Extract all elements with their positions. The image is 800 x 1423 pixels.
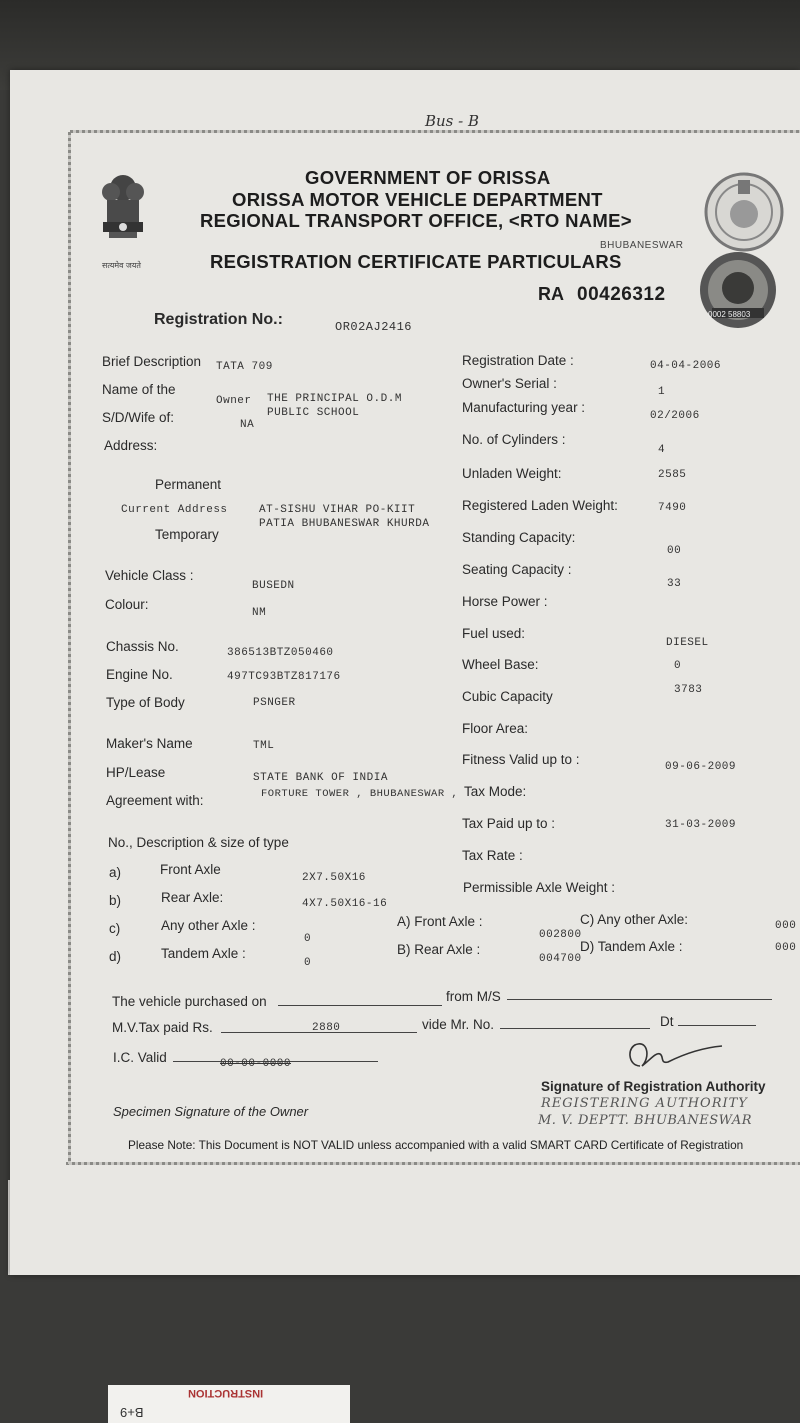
vide-label: vide Mr. No. xyxy=(422,1017,495,1032)
bottom-border xyxy=(66,1162,800,1165)
reg-date-label: Registration Date : xyxy=(462,353,574,368)
authority-signature-icon xyxy=(620,1036,730,1076)
axle-a-letter: a) xyxy=(109,865,122,880)
from-label: from M/S xyxy=(446,989,501,1004)
mvtax-value: 2880 xyxy=(312,1022,341,1034)
wheelbase-value: 0 xyxy=(674,660,682,672)
axle-b-letter: b) xyxy=(109,893,122,908)
hologram-number: 0002 58803 xyxy=(708,310,751,319)
vehicle-class-label: Vehicle Class : xyxy=(105,568,194,583)
current-address-label: Current Address xyxy=(121,504,228,516)
tax-paid-label: Tax Paid up to : xyxy=(462,816,556,831)
office-stamp: BHUBANESWAR xyxy=(600,240,684,251)
maker-value: TML xyxy=(253,740,275,752)
top-border xyxy=(70,130,800,133)
colour-value: NM xyxy=(252,607,267,619)
tax-paid-value: 31-03-2009 xyxy=(665,819,737,831)
owner-serial-value: 1 xyxy=(658,386,666,398)
mfg-year-value: 02/2006 xyxy=(650,410,700,422)
brief-description-value: TATA 709 xyxy=(216,361,273,373)
chassis-value: 386513BTZ050460 xyxy=(227,647,334,659)
cubic-capacity-value: 3783 xyxy=(674,684,703,696)
unladen-label: Unladen Weight: xyxy=(462,466,562,481)
vehicle-class-value: BUSEDN xyxy=(252,580,295,592)
axle-weight-label: Permissible Axle Weight : xyxy=(463,880,616,895)
owner-value-2: PUBLIC SCHOOL xyxy=(267,407,360,419)
dt-line xyxy=(678,1025,756,1026)
body-type-value: PSNGER xyxy=(253,697,296,709)
axle-a-label: Front Axle xyxy=(160,862,221,877)
tax-rate-label: Tax Rate : xyxy=(462,848,523,863)
left-border xyxy=(68,132,71,1164)
address-label: Address: xyxy=(104,438,158,453)
instruction-card xyxy=(108,1385,350,1423)
certificate-title: REGISTRATION CERTIFICATE PARTICULARS xyxy=(210,251,622,272)
purchased-line xyxy=(278,1005,442,1006)
handwritten-note: Bus - B xyxy=(425,112,480,130)
hp-lease-label: HP/Lease xyxy=(106,765,166,780)
floor-area-label: Floor Area: xyxy=(462,721,529,736)
validity-note: Please Note: This Document is NOT VALID unless accompanied with a valid SMART CARD Certificate of Registration xyxy=(128,1138,744,1152)
national-emblem-icon xyxy=(95,170,151,260)
registration-label: Registration No.: xyxy=(154,311,283,328)
ic-valid-value: 00-00-0000 xyxy=(220,1058,292,1070)
tandem-axle-weight-value: 000 xyxy=(775,942,797,954)
state-seal-icon xyxy=(702,170,786,254)
authority-stamp-line-2: M. V. DEPTT. BHUBANESWAR xyxy=(538,1113,753,1128)
sdw-label: S/D/Wife of: xyxy=(102,410,175,425)
axle-c-letter: c) xyxy=(109,921,121,936)
maker-label: Maker's Name xyxy=(106,736,193,751)
header-line-2: ORISSA MOTOR VEHICLE DEPARTMENT xyxy=(232,189,603,210)
rear-axle-weight-label: B) Rear Axle : xyxy=(397,942,481,957)
fitness-label: Fitness Valid up to : xyxy=(462,752,580,767)
body-type-label: Type of Body xyxy=(106,695,185,710)
permanent-label: Permanent xyxy=(155,477,222,492)
unladen-value: 2585 xyxy=(658,469,687,481)
seating-value: 33 xyxy=(667,578,682,590)
cylinders-value: 4 xyxy=(658,444,666,456)
standing-value: 00 xyxy=(667,545,682,557)
mvtax-label: M.V.Tax paid Rs. xyxy=(112,1020,213,1035)
cubic-capacity-label: Cubic Capacity xyxy=(462,689,553,704)
standing-label: Standing Capacity: xyxy=(462,530,576,545)
axle-d-value: 0 xyxy=(304,957,312,969)
tandem-axle-weight-label: D) Tandem Axle : xyxy=(580,939,683,954)
fuel-label: Fuel used: xyxy=(462,626,526,641)
axle-c-value: 0 xyxy=(304,933,312,945)
address-value-2: PATIA BHUBANESWAR KHURDA xyxy=(259,518,430,530)
owner-value-1: THE PRINCIPAL O.D.M xyxy=(267,393,402,405)
colour-label: Colour: xyxy=(105,597,149,612)
emblem-caption: सत्यमेव जयते xyxy=(102,261,141,270)
mfg-year-label: Manufacturing year : xyxy=(462,400,586,415)
ic-valid-label: I.C. Valid xyxy=(113,1050,167,1065)
reg-date-value: 04-04-2006 xyxy=(650,360,722,372)
purchased-label: The vehicle purchased on xyxy=(112,994,267,1009)
owner-serial-label: Owner's Serial : xyxy=(462,376,557,391)
axle-a-value: 2X7.50X16 xyxy=(302,872,366,884)
ra-prefix: RA xyxy=(538,284,564,304)
engine-label: Engine No. xyxy=(106,667,173,682)
agreement-label: Agreement with: xyxy=(106,793,204,808)
authority-stamp-line-1: REGISTERING AUTHORITY xyxy=(541,1096,748,1111)
axle-b-label: Rear Axle: xyxy=(161,890,224,905)
tyres-label: No., Description & size of type xyxy=(108,835,289,850)
fitness-value: 09-06-2009 xyxy=(665,761,737,773)
axle-d-label: Tandem Axle : xyxy=(161,946,246,961)
fuel-value: DIESEL xyxy=(666,637,709,649)
brief-description-label: Brief Description xyxy=(102,354,202,369)
sdw-value: NA xyxy=(240,419,255,431)
instruction-card-code: B+9 xyxy=(120,1405,144,1420)
dt-label: Dt xyxy=(660,1014,674,1029)
address-value-1: AT-SISHU VIHAR PO-KIIT xyxy=(259,504,416,516)
registration-value: OR02AJ2416 xyxy=(335,320,413,334)
authority-signature-label: Signature of Registration Authority xyxy=(541,1079,766,1094)
laden-value: 7490 xyxy=(658,502,687,514)
from-line xyxy=(507,999,772,1000)
wheelbase-label: Wheel Base: xyxy=(462,657,539,672)
tax-mode-label: Tax Mode: xyxy=(464,784,527,799)
certificate-page xyxy=(10,70,800,1275)
engine-value: 497TC93BTZ817176 xyxy=(227,671,341,683)
instruction-card-title: INSTRUCTION xyxy=(188,1387,264,1399)
header-line-3: REGIONAL TRANSPORT OFFICE, <RTO NAME> xyxy=(200,210,632,231)
axle-b-value: 4X7.50X16-16 xyxy=(302,898,388,910)
horse-power-label: Horse Power : xyxy=(462,594,548,609)
other-axle-weight-label: C) Any other Axle: xyxy=(580,912,689,927)
axle-d-letter: d) xyxy=(109,949,122,964)
rear-axle-weight-value: 004700 xyxy=(539,953,582,965)
chassis-label: Chassis No. xyxy=(106,639,179,654)
cylinders-label: No. of Cylinders : xyxy=(462,432,566,447)
axle-c-label: Any other Axle : xyxy=(161,918,256,933)
other-axle-weight-value: 000 xyxy=(775,920,797,932)
header-line-1: GOVERNMENT OF ORISSA xyxy=(305,167,551,188)
front-axle-weight-value: 002800 xyxy=(539,929,582,941)
hp-lease-value-1: STATE BANK OF INDIA xyxy=(253,772,388,784)
front-axle-weight-label: A) Front Axle : xyxy=(397,914,483,929)
name-label: Name of the xyxy=(102,382,176,397)
temporary-label: Temporary xyxy=(155,527,219,542)
seating-label: Seating Capacity : xyxy=(462,562,572,577)
vide-line xyxy=(500,1028,650,1029)
laden-label: Registered Laden Weight: xyxy=(462,498,618,513)
hp-lease-value-2: FORTURE TOWER , BHUBANESWAR , xyxy=(261,788,459,800)
ra-number: 00426312 xyxy=(577,284,666,305)
owner-signature-label: Specimen Signature of the Owner xyxy=(113,1104,309,1119)
owner-word: Owner xyxy=(216,395,252,407)
